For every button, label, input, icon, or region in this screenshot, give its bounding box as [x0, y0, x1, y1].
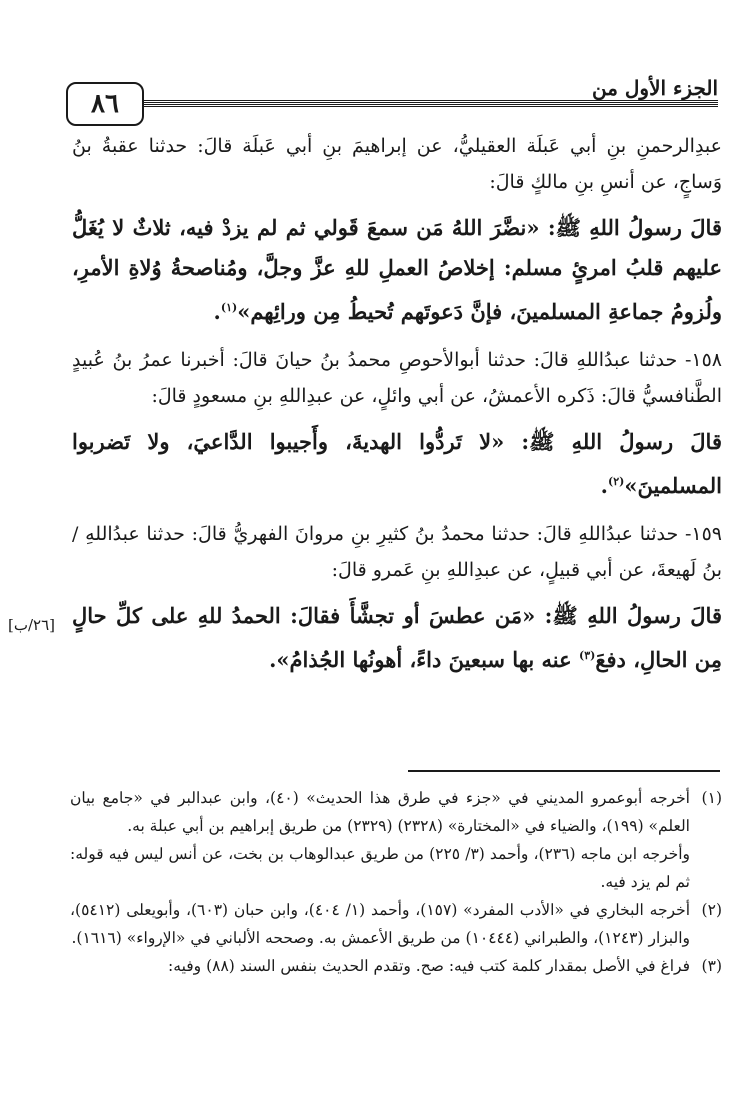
- footnote-3-line-1: فراغ في الأصل بمقدار كلمة كتب فيه: صح. وتقدم الحديث بنفس السند (٨٨) وفيه:: [168, 957, 690, 975]
- isnad-paragraph-159: [72, 516, 722, 588]
- hadith-text-1: قالَ رسولُ اللهِ ﷺ: «نضَّرَ اللهُ مَن سمعَ قَولي ثم لم يزدْ فيه، ثلاثٌ لا يُغَلُّ عليهم قلبُ امرئٍ مسلم: إخلاصُ العملِ للهِ عزَّ وجلَّ، ومُناصحةُ وُلاةِ الأمرِ، ولُزومُ جماعةِ المسلمينَ، فإنَّ دَعوتَهم تُحيطُ مِن ورائِهم»$^{(١)}$.: [72, 215, 722, 324]
- hadith-1-body: قالَ رسولُ اللهِ ﷺ: «نضَّرَ اللهُ مَن سمعَ قَولي ثم لم يزدْ فيه، ثلاثٌ لا يُغَلُّ عليهم قلبُ امرئٍ مسلم: إخلاصُ العملِ للهِ عزَّ وجلَّ، ومُناصحةُ وُلاةِ الأمرِ، ولُزومُ جماعةِ المسلمينَ، فإنَّ دَعوتَهم تُحيطُ مِن ورائِهم»: [72, 215, 722, 324]
- isnad-159-line-2: حدثنا عبدُاللهِ / بنُ لَهيعةَ، عن أبي قبيلٍ، عن عبدِاللهِ بنِ عَمرو قالَ:: [72, 523, 722, 581]
- footnote-ref-1: (١): [220, 301, 238, 314]
- footnote-ref-3: (٣): [578, 649, 596, 662]
- hadith-text-3: [72, 596, 722, 680]
- footnote-2-number: (٢): [701, 901, 722, 919]
- page-number: ٨٦: [66, 82, 144, 126]
- footnote-3-number: (٣): [701, 957, 722, 975]
- hadith-3-body-b: عنه بها سبعينَ داءً، أهونُها الجُذامُ».: [269, 647, 579, 672]
- footnote-1-number: (١): [701, 789, 722, 807]
- footnote-3: [70, 952, 722, 980]
- main-text: [72, 128, 722, 690]
- footnote-2: [70, 896, 722, 952]
- footnote-2-line-1: أخرجه البخاري في «الأدب المفرد» (١٥٧)، وأحمد (١/ ٤٠٤)، وابن حبان (٦٠٣)، وأبويعلى (٥٤١٢)، والبزار (١٢٤٣)، والطبراني (١٠٤٤٤) من طريق الأعمش به. وصححه الألباني في «الإرواء» (١٦١٦).: [70, 901, 691, 947]
- footnote-2-body: [70, 896, 690, 952]
- isnad-paragraph-1: عبدِالرحمنِ بنِ أبي عَبلَة العقيليُّ، عن إبراهيمَ بنِ أبي عَبلَة قالَ: حدثنا عقبةُ بنُ وَساجٍ، عن أنسِ بنِ مالكٍ قالَ:: [72, 135, 722, 193]
- header-rule: [66, 100, 718, 108]
- footnote-1-line-1: أخرجه أبوعمرو المديني في «جزء في طرق هذا الحديث» (٤٠)، وابن عبدالبر في «جامع بيان العلم» (١٩٩)، والضياء في «المختارة» (٢٣٢٨) (٢٣٢٩) من طريق إبراهيم بن أبي عبلة به.: [70, 789, 690, 835]
- footnote-1-body: [70, 784, 690, 896]
- page-header: [66, 72, 718, 120]
- footnote-3-body: [70, 952, 690, 980]
- hadith-2-body: قالَ رسولُ اللهِ ﷺ: «لا تَردُّوا الهديةَ، وأَجيبوا الدَّاعيَ، ولا تَضربوا المسلمينَ»: [72, 429, 722, 498]
- hadith-3-body-a: قالَ رسولُ اللهِ ﷺ: «مَن عطسَ أو تجشَّأَ فقالَ: الحمدُ للهِ على كلِّ حالٍ مِن الحالِ، دفعَ: [72, 603, 722, 672]
- hadith-text-2: قالَ رسولُ اللهِ ﷺ: «لا تَردُّوا الهديةَ، وأَجيبوا الدَّاعيَ، ولا تَضربوا المسلمينَ»$^{(٢)}$.: [72, 429, 722, 498]
- isnad-159-line-1: ١٥٩- حدثنا عبدُاللهِ قالَ: حدثنا محمدُ بنُ كثيرِ بنِ مروانَ الفهريُّ قالَ:: [191, 523, 722, 545]
- footnote-1: [70, 784, 722, 896]
- margin-folio-note: [٢٦/ب]: [8, 616, 56, 634]
- isnad-paragraph-158: ١٥٨- حدثنا عبدُاللهِ قالَ: حدثنا أبوالأحوصِ محمدُ بنُ حيانَ قالَ: أخبرنا عمرُ بنُ عُبيدٍ الطَّنافسيُّ قالَ: ذَكره الأعمشُ، عن أبي وائلٍ، عن عبدِاللهِ بنِ مسعودٍ قالَ:: [72, 349, 722, 407]
- footnote-ref-2: (٢): [607, 475, 625, 488]
- running-title: الجزء الأول من: [582, 76, 718, 100]
- footnotes: [70, 784, 722, 980]
- footnote-1-line-2: وأخرجه ابن ماجه (٢٣٦)، وأحمد (٣/ ٢٢٥) من طريق عبدالوهاب بن بخت، عن أنس ليس فيه قوله: ثم لم يزد فيه.: [70, 845, 691, 891]
- footnote-divider: [408, 770, 720, 772]
